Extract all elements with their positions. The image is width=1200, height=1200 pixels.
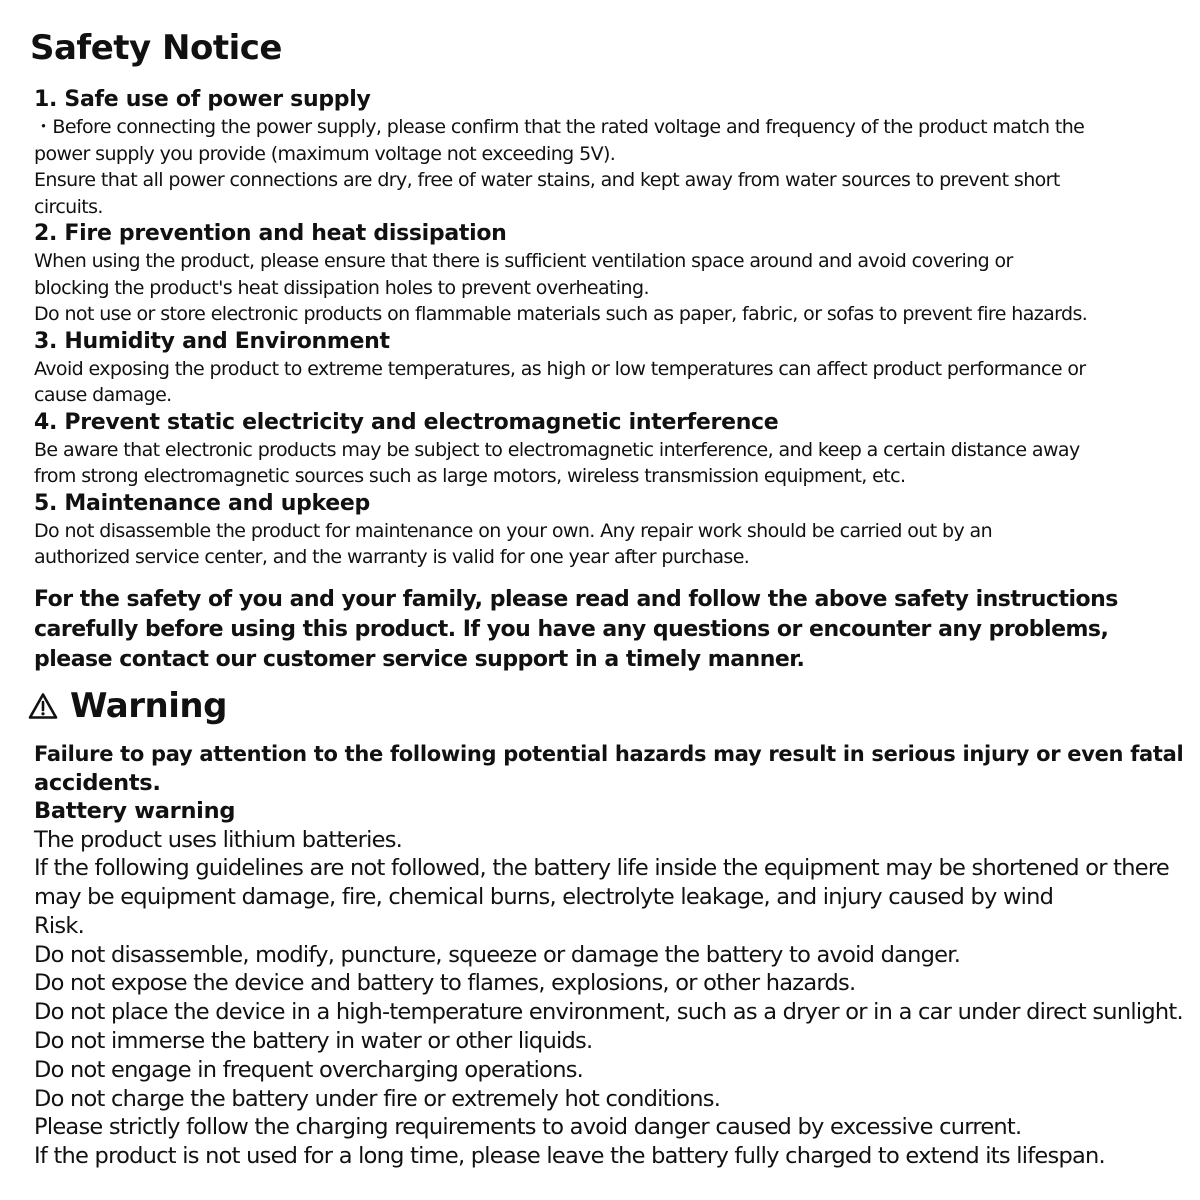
section-heading: 5. Maintenance and upkeep — [34, 490, 370, 516]
warning-body — [34, 740, 1190, 1171]
battery-warning-heading: Battery warning — [34, 798, 236, 824]
safety-notice-sections — [34, 86, 1190, 571]
warning-line: may be equipment damage, fire, chemical burns, electrolyte leakage, and injury caused by wind — [34, 884, 1054, 911]
warning-line: Risk. — [34, 912, 85, 939]
warning-line: Do not place the device in a high-temperature environment, such as a dryer or in a car under direct sunlight. — [34, 999, 1183, 1026]
safety-closing-statement — [34, 585, 1190, 675]
section-line: cause damage. — [34, 384, 172, 406]
warning-line: Do not immerse the battery in water or other liquids. — [34, 1028, 593, 1055]
section-line: Ensure that all power connections are dry, free of water stains, and kept away from water sources to prevent short — [34, 169, 1060, 191]
warning-intro-line: accidents. — [34, 769, 161, 796]
section-humidity-environment — [34, 328, 1190, 409]
section-static-electricity — [34, 409, 1190, 490]
warning-line: The product uses lithium batteries. — [34, 826, 403, 853]
section-fire-prevention — [34, 220, 1190, 328]
closing-line: please contact our customer service support in a timely manner. — [34, 647, 805, 672]
warning-line: If the product is not used for a long time, please leave the battery fully charged to extend its lifespan. — [34, 1143, 1105, 1170]
section-line: Do not use or store electronic products on flammable materials such as paper, fabric, or sofas to prevent fire hazards. — [34, 303, 1088, 325]
warning-line: Please strictly follow the charging requirements to avoid danger caused by excessive current. — [34, 1114, 1022, 1141]
warning-title: Warning — [70, 686, 227, 726]
warning-intro-line: Failure to pay attention to the following potential hazards may result in serious injury or even fatal — [34, 742, 1184, 766]
warning-line: Do not disassemble, modify, puncture, squeeze or damage the battery to avoid danger. — [34, 941, 961, 968]
safety-notice-title: Safety Notice — [30, 28, 282, 68]
section-heading: 2. Fire prevention and heat dissipation — [34, 221, 507, 246]
warning-line: If the following guidelines are not followed, the battery life inside the equipment may be shortened or there — [34, 855, 1169, 882]
section-line: Avoid exposing the product to extreme temperatures, as high or low temperatures can affect product performance or — [34, 357, 1086, 380]
section-line: When using the product, please ensure that there is sufficient ventilation space around and avoid covering or — [34, 250, 1013, 272]
section-heading: 1. Safe use of power supply — [34, 87, 371, 112]
closing-line: carefully before using this product. If you have any questions or encounter any problems, — [34, 617, 1109, 642]
warning-line: Do not expose the device and battery to flames, explosions, or other hazards. — [34, 970, 856, 997]
section-power-supply — [34, 86, 1190, 220]
section-heading: 4. Prevent static electricity and electromagnetic interference — [34, 409, 779, 435]
warning-header — [28, 684, 227, 728]
warning-line: Do not charge the battery under fire or extremely hot conditions. — [34, 1085, 721, 1112]
section-line: ・Before connecting the power supply, please confirm that the rated voltage and frequency of the product match the — [34, 116, 1085, 138]
warning-triangle-icon — [28, 692, 58, 720]
warning-line: Do not engage in frequent overcharging operations. — [34, 1056, 584, 1083]
section-line: blocking the product's heat dissipation holes to prevent overheating. — [34, 276, 649, 299]
section-heading: 3. Humidity and Environment — [34, 328, 390, 354]
warning-intro — [34, 740, 1190, 797]
section-line: circuits. — [34, 195, 103, 218]
section-line: from strong electromagnetic sources such as large motors, wireless transmission equipment, etc. — [34, 465, 906, 487]
section-line: Do not disassemble the product for maintenance on your own. Any repair work should be carried out by an — [34, 519, 993, 542]
section-maintenance — [34, 490, 1190, 571]
closing-line: For the safety of you and your family, please read and follow the above safety instructions — [34, 587, 1118, 612]
section-line: power supply you provide (maximum voltage not exceeding 5V). — [34, 142, 616, 165]
section-line: Be aware that electronic products may be subject to electromagnetic interference, and keep a certain distance away — [34, 438, 1080, 461]
section-line: authorized service center, and the warranty is valid for one year after purchase. — [34, 546, 750, 568]
